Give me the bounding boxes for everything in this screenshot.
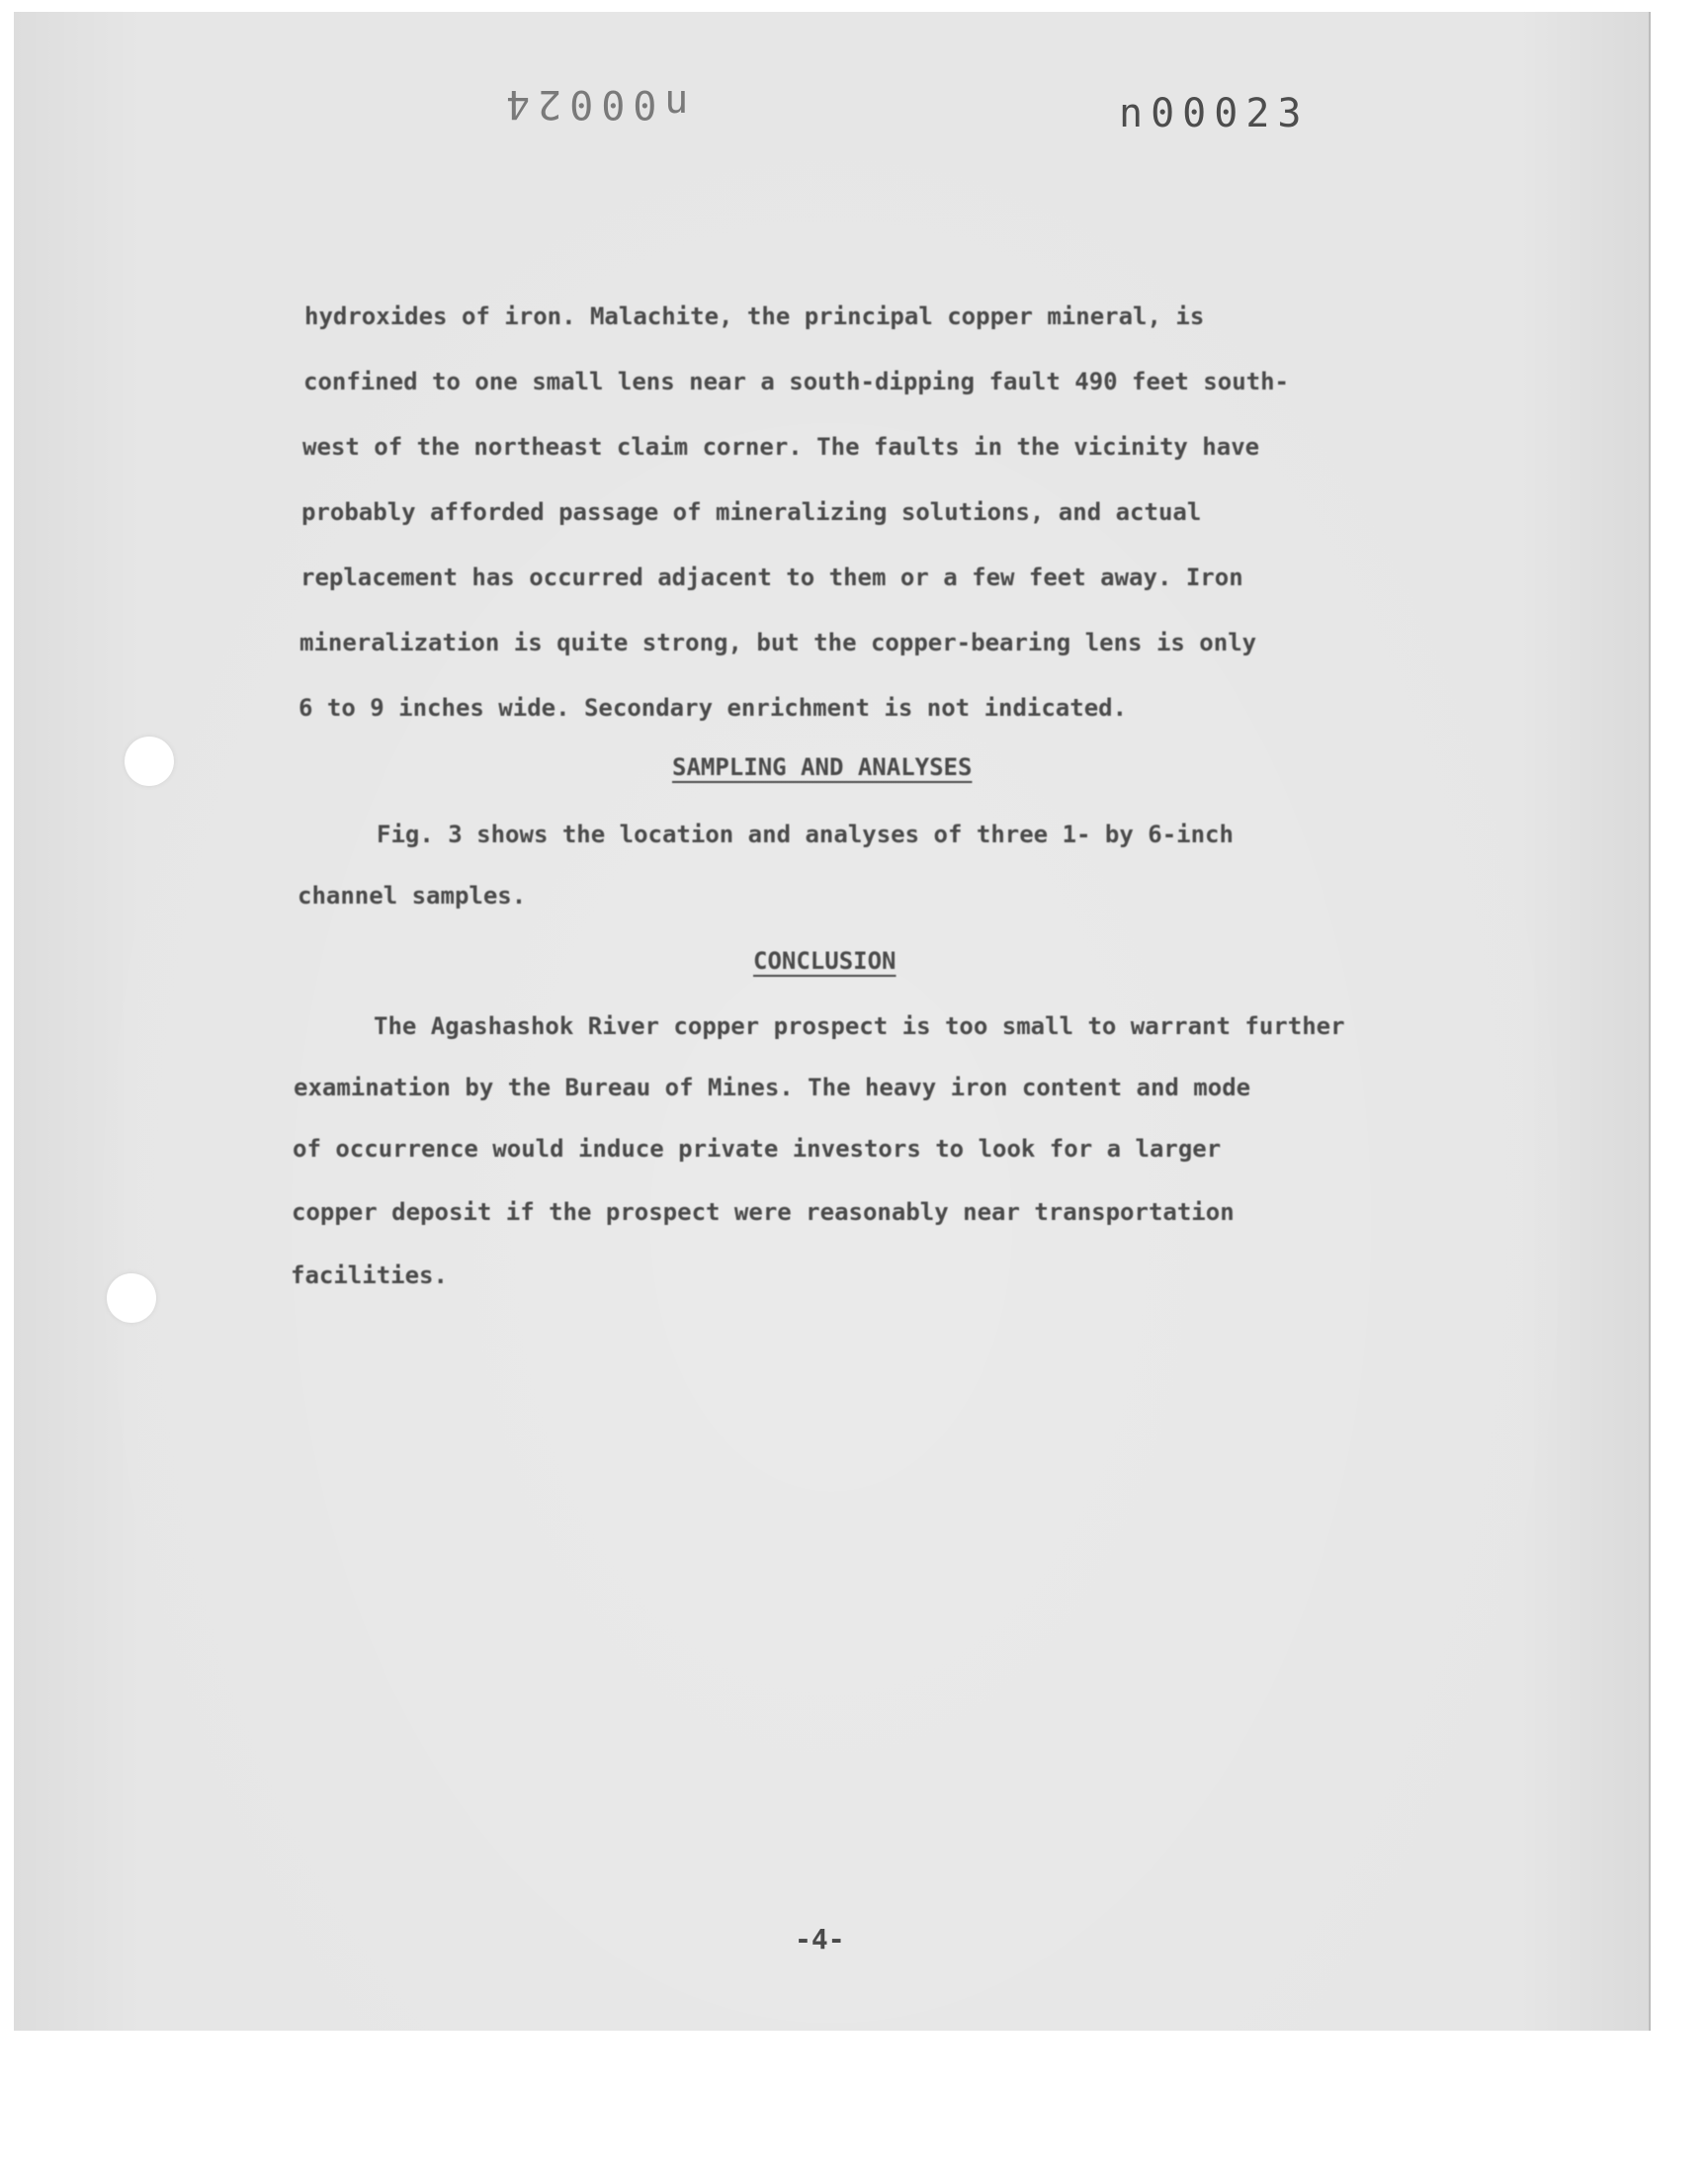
section-heading-sampling: SAMPLING AND ANALYSES bbox=[672, 753, 973, 781]
text-line: facilities. bbox=[291, 1262, 448, 1289]
text-line: confined to one small lens near a south-dipping fault 490 feet south- bbox=[303, 368, 1289, 395]
page-stamp: n00023 bbox=[1119, 91, 1310, 136]
text-line: of occurrence would induce private investors to look for a larger bbox=[293, 1135, 1222, 1163]
text-line: west of the northeast claim corner. The faults in the vicinity have bbox=[302, 433, 1260, 461]
text-line: examination by the Bureau of Mines. The heavy iron content and mode bbox=[294, 1074, 1251, 1101]
text-line: 6 to 9 inches wide. Secondary enrichment is not indicated. bbox=[299, 694, 1128, 722]
text-line: hydroxides of iron. Malachite, the principal copper mineral, is bbox=[304, 303, 1205, 330]
bleed-through-stamp: n00024 bbox=[498, 81, 689, 127]
document-page bbox=[14, 12, 1651, 2031]
page-number: -4- bbox=[795, 1923, 845, 1956]
text-line: replacement has occurred adjacent to them or a few feet away. Iron bbox=[300, 564, 1243, 591]
punch-hole bbox=[125, 737, 174, 786]
text-line: channel samples. bbox=[298, 882, 527, 910]
text-line: Fig. 3 shows the location and analyses of three 1- by 6-inch bbox=[377, 821, 1234, 848]
text-line: probably afforded passage of mineralizing solutions, and actual bbox=[301, 498, 1202, 526]
punch-hole bbox=[107, 1273, 156, 1323]
section-heading-conclusion: CONCLUSION bbox=[753, 947, 897, 975]
text-line: copper deposit if the prospect were reasonably near transportation bbox=[292, 1198, 1235, 1226]
text-line: mineralization is quite strong, but the copper-bearing lens is only bbox=[299, 629, 1257, 656]
text-line: The Agashashok River copper prospect is too small to warrant further bbox=[374, 1012, 1345, 1040]
